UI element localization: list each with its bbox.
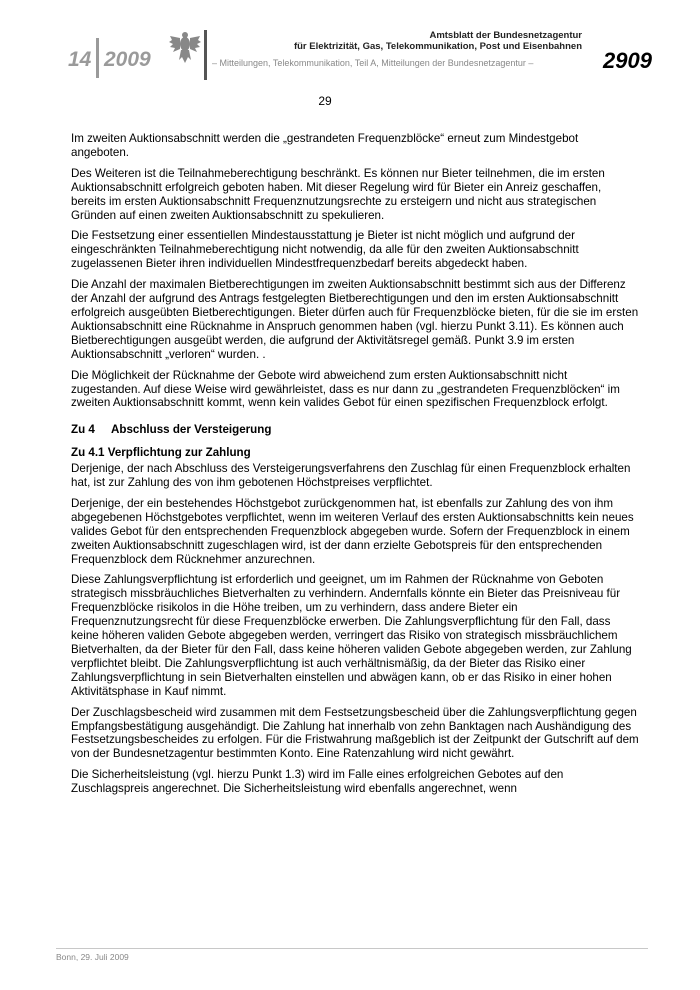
paragraph: Die Anzahl der maximalen Bietberechtigungen im zweiten Auktionsabschnitt bestimmt sich aus der Differenz der Anzahl der aufgrund des Antrags festgelegten Bietberechtigungen und den im ersten Auktionsabschnitt erfolgreich ausgeübten Bietberechtigungen. Bieter dürfen auch für Frequenzblöcke bieten, für die sie im ersten Auktionsabschnitt eine Rücknahme in Anspruch genommen haben (vgl. hierzu Punkt 3.11). Es können auch Bietberechtigungen ausgeübt werden, die aufgrund der Aktivitätsregel gemäß. Punkt 3.9 im ersten Auktionsabschnitt „verloren“ wurden. . [71, 278, 639, 361]
section-heading-number: Zu 4 [71, 423, 95, 437]
gazette-title [212, 30, 582, 52]
gazette-title-line2: für Elektrizität, Gas, Telekommunikation, Post und Eisenbahnen [293, 41, 582, 52]
section-number: 29 [318, 94, 332, 108]
document-body [71, 132, 639, 803]
issue-separator [96, 38, 99, 78]
federal-eagle-icon [168, 30, 202, 66]
page-header [0, 0, 700, 90]
paragraph: Im zweiten Auktionsabschnitt werden die „gestrandeten Frequenzblöcke“ erneut zum Mindestgebot angeboten. [71, 132, 579, 159]
paragraph: Die Festsetzung einer essentiellen Mindestausstattung je Bieter ist nicht möglich und aufgrund der eingeschränkten Teilnahmeberechtigung nicht notwendig, da alle für den zweiten Auktionsabschnitt zugelassenen Bieter ihren individuellen Mindestfrequenzbedarf bereits abgedeckt haben. [71, 229, 579, 271]
section-heading [71, 423, 639, 437]
paragraph: Die Sicherheitsleistung (vgl. hierzu Punkt 1.3) wird im Falle eines erfolgreichen Gebotes auf den Zuschlagspreis angerechnet. Die Sicherheitsleistung wird ebenfalls angerechnet, wenn [71, 768, 564, 796]
gazette-title-line1: Amtsblatt der Bundesnetzagentur [429, 30, 582, 41]
section-heading-text: Abschluss der Versteigerung [111, 423, 272, 437]
footer-date: Bonn, 29. Juli 2009 [56, 952, 129, 962]
issue-number: 14 [68, 48, 92, 71]
gazette-subtitle: – Mitteilungen, Telekommunikation, Teil A, Mitteilungen der Bundesnetzagentur – [212, 58, 534, 68]
issue-year: 2009 [104, 48, 151, 71]
paragraph: Der Zuschlagsbescheid wird zusammen mit dem Festsetzungsbescheid über die Zahlungsverpflichtung gegen Empfangsbestätigung ausgehändigt. Die Zahlung hat innerhalb von zehn Banktagen nach Aushändigung des Festsetzungsbescheides zu erfolgen. Für die Fristwahrung maßgeblich ist der Zeitpunkt der Gutschrift auf dem von der Bundesnetzagentur bestimmten Konto. Eine Ratenzahlung wird nicht gewährt. [71, 705, 639, 761]
footer-rule [56, 948, 648, 949]
paragraph: Des Weiteren ist die Teilnahmeberechtigung beschränkt. Es können nur Bieter teilnehmen, die im ersten Auktionsabschnitt erfolgreich geboten haben. Mit dieser Regelung wird für Bieter ein Anreiz geschaffen, bereits im ersten Auktionsabschnitt Frequenznutzungsrechte zu ersteigern und nicht aus strategischen Gründen auf einen zweiten Auktionsabschnitt zu spekulieren. [71, 166, 605, 222]
paragraph: Die Möglichkeit der Rücknahme der Gebote wird abweichend zum ersten Auktionsabschnitt nicht zugestanden. Auf diese Weise wird gewährleistet, dass es nur dann zu „gestrandeten Frequenzblöcken“ im zweiten Auktionsabschnitt kommt, wenn kein valides Gebot für einen spezifischen Frequenzblock erfolgt. [71, 368, 620, 410]
page-number: 2909 [603, 48, 652, 73]
header-rule [204, 30, 207, 80]
paragraph: Diese Zahlungsverpflichtung ist erforderlich und geeignet, um im Rahmen der Rücknahme von Geboten strategisch missbräuchliches Bietverhalten zu verhindern. Andernfalls könnte ein Bieter das Preisniveau für Frequenzblöcke risikolos in die Höhe treiben, um zu verhindern, dass andere Bieter ein Frequenznutzungsrecht für diese Frequenzblöcke erwerben. Die Zahlungsverpflichtung für den Fall, dass keine höheren validen Gebote abgegeben werden, verringert das Risiko von strategisch missbräuchlichem Bietverhalten, da der Bieter für den Fall, dass keine höheren validen Gebote abgegeben werden, zur Zahlung verpflichtet bleibt. Die Zahlungsverpflichtung ist auch verhältnismäßig, da der Bieter das Risiko einer Zahlungsverpflichtung in sein Bietverhalten einstellen und abwägen kann, ob er das Risiko in einer hohen Aktivitätsphase in Kauf nimmt. [71, 573, 632, 698]
paragraph: Derjenige, der nach Abschluss des Versteigerungsverfahrens den Zuschlag für einen Frequenzblock erhalten hat, ist zur Zahlung des von ihm gebotenen Höchstpreises verpflichtet. [71, 462, 631, 490]
paragraph: Derjenige, der ein bestehendes Höchstgebot zurückgenommen hat, ist ebenfalls zur Zahlung des von ihm abgegebenen Höchstgebotes verpflichtet, wenn im weiteren Verlauf des ersten Auktionsabschnitts kein neues valides Gebot für den entsprechenden Frequenzblock abgegeben wurde. Sofern der Frequenzblock in einem zweiten Auktionsabschnitt zugeschlagen wird, ist der dann erzielte Gebotspreis für den entsprechenden Frequenzblock dem Rücknehmer anzurechnen. [71, 496, 634, 566]
subsection-heading: Zu 4.1 Verpflichtung zur Zahlung [71, 446, 251, 460]
